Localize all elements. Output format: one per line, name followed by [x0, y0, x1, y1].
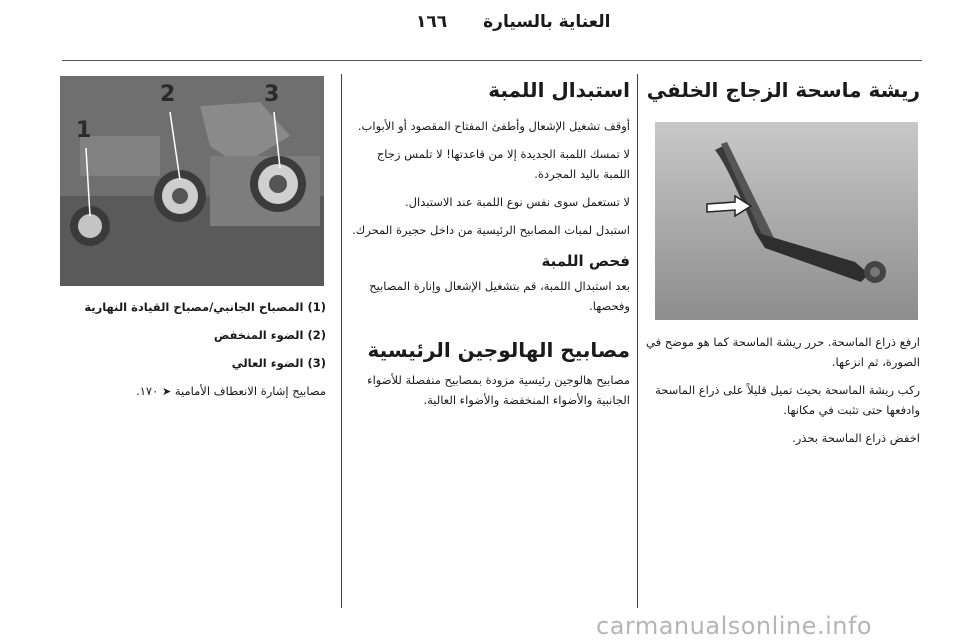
- halogen-heading: مصابيح الهالوجين الرئيسية: [367, 338, 630, 362]
- section-title: العناية بالسيارة: [483, 12, 611, 32]
- caption-text: الضوء المنخفض: [213, 328, 304, 342]
- page-header: [416, 12, 916, 38]
- figure-label-1: 1: [76, 118, 92, 143]
- figure-label-3: 3: [264, 82, 280, 107]
- book-reference-icon: ➤: [161, 385, 172, 398]
- bulb-check-heading: فحص اللمبة: [541, 252, 630, 270]
- figure-captions: [60, 296, 326, 409]
- wiper-photo: [655, 122, 918, 320]
- cross-reference[interactable]: [60, 380, 326, 403]
- caption-number: (3): [307, 356, 326, 370]
- wiper-paragraph: اخفض ذراع الماسحة بحذر.: [792, 431, 920, 445]
- caption-number: (1): [307, 300, 326, 314]
- reference-text: مصابيح إشارة الانعطاف الأمامية: [174, 384, 326, 398]
- bulb-heading: استبدال اللمبة: [488, 78, 630, 102]
- bulb-cap-3: [250, 156, 306, 212]
- wiper-heading: ريشة ماسحة الزجاج الخلفي: [646, 78, 920, 102]
- caption-number: (2): [307, 328, 326, 342]
- figure-label-2: 2: [160, 82, 176, 107]
- caption-item: [60, 352, 326, 374]
- column-divider-left: [341, 74, 342, 608]
- header-divider: [62, 60, 922, 61]
- bulb-paragraph: استبدل لمبات المصابيح الرئيسية من داخل حجيرة المحرك.: [352, 223, 630, 237]
- headlamp-photo: [60, 76, 324, 286]
- halogen-paragraph: مصابيح هالوجين رئيسية مزودة بمصابيح منفصلة للأضواء الجانبية والأضواء المنخفضة والأضواء العالية.: [367, 373, 630, 407]
- watermark: carmanualsonline.info: [596, 612, 873, 640]
- reference-page: ١٧٠.: [136, 384, 159, 398]
- column-divider-right: [637, 74, 638, 608]
- bulb-paragraph: لا تستعمل سوى نفس نوع اللمبة عند الاستبدال.: [405, 195, 630, 209]
- caption-text: الضوء العالي: [231, 356, 304, 370]
- page-number: ١٦٦: [416, 12, 448, 32]
- wiper-text: [644, 332, 920, 456]
- bulb-paragraph: لا تمسك اللمبة الجديدة إلا من قاعدتها! لا تلمس زجاج اللمبة باليد المجردة.: [376, 147, 630, 181]
- wiper-column: [644, 62, 920, 116]
- bulb-column: [352, 62, 630, 418]
- caption-item: [60, 324, 326, 346]
- bulb-paragraph: أوقف تشغيل الإشعال وأطفئ المفتاح المقصود أو الأبواب.: [357, 119, 630, 133]
- bulb-check-paragraph: بعد استبدال اللمبة، قم بتشغيل الإشعال وإنارة المصابيح وفحصها.: [369, 279, 630, 313]
- caption-item: [60, 296, 326, 318]
- caption-text: المصباح الجانبي/مصباح القيادة النهارية: [84, 300, 304, 314]
- wiper-paragraph: ركب ريشة الماسحة بحيث تميل قليلاً على ذراع الماسحة وادفعها حتى تثبت في مكانها.: [655, 383, 920, 417]
- wiper-paragraph: ارفع ذراع الماسحة. حرر ريشة الماسحة كما هو موضح في الصورة، ثم انزعها.: [646, 335, 920, 369]
